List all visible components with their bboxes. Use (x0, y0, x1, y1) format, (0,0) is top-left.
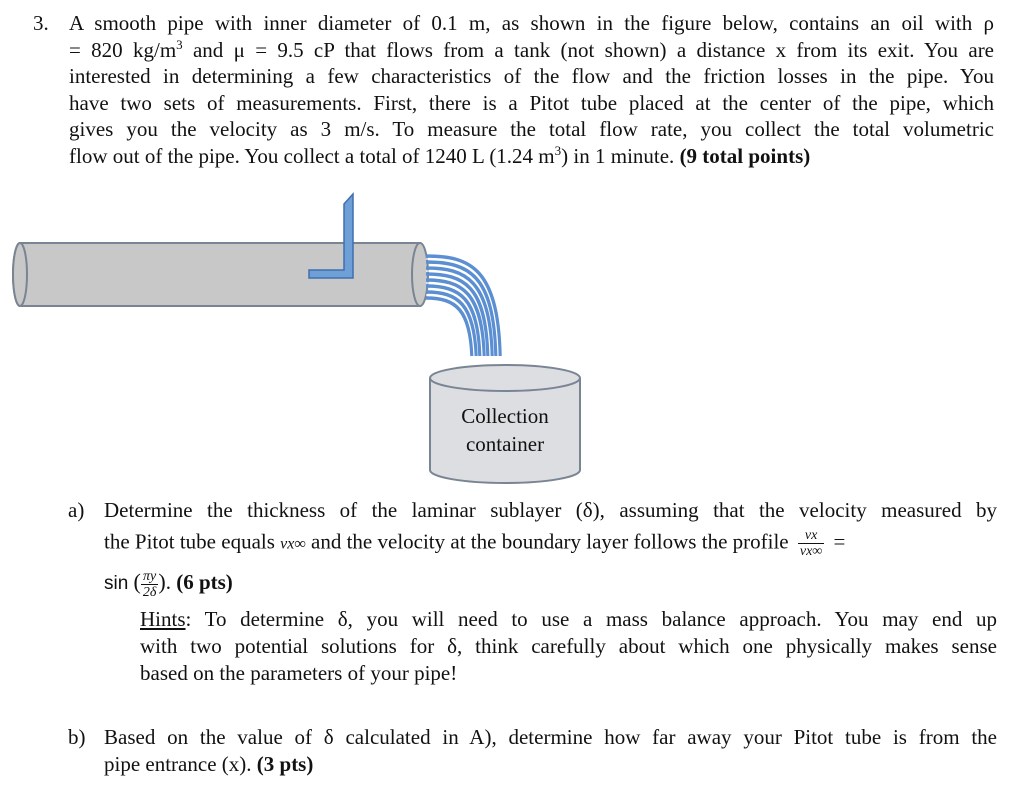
question-number: 3. (33, 11, 49, 35)
part-b-line-1: Based on the value of δ calculated in A), determine how far away your Pitot tube is from the (104, 725, 997, 749)
part-b-line-2 (104, 751, 313, 778)
part-a-label: a) (68, 498, 85, 522)
part-a-line-3: sin ( $\frac{\pi y}{2\delta}$ ). (6 pts) (104, 568, 233, 600)
question-line-5: gives you the velocity as 3 m/s. To measure the total flow rate, you collect the total volumetric (69, 117, 994, 141)
part-b-points: (3 pts) (256, 752, 314, 776)
velocity-ratio (798, 528, 824, 559)
density-value: = 820 kg/m (69, 37, 177, 62)
ratio-denominator: vx∞ (799, 544, 823, 559)
sin-function: sin (104, 573, 129, 594)
pipe-exit-end (412, 243, 428, 306)
flow-text-end: ) in 1 minute. (561, 143, 675, 168)
question-line-6 (69, 143, 994, 170)
viscosity-text: and μ = 9.5 cP that flows from a tank (not shown) a distance x from its exit. You are (192, 37, 995, 62)
part-a-points: (6 pts) (176, 570, 233, 594)
part-a-line-2 (104, 528, 997, 559)
container-label-line-2: container (465, 432, 545, 456)
hints (140, 606, 997, 687)
hints-label: Hints (140, 607, 186, 631)
hints-text: : To determine δ, you will need to use a mass balance approach. You may end up (185, 607, 997, 631)
v-infinity: vx∞ (280, 535, 306, 553)
part-b-label: b) (68, 725, 86, 749)
pitot-text: the Pitot tube equals (104, 529, 275, 554)
profile-text: and the velocity at the boundary layer follows the profile (311, 529, 789, 554)
hint-line-2: with two potential solutions for δ, think carefully about which one physically makes sense (140, 634, 997, 658)
part-b-text: pipe entrance (x). (104, 752, 252, 776)
hint-line-3: based on the parameters of your pipe! (140, 661, 458, 685)
ratio-numerator: vx (798, 528, 824, 544)
container-label (430, 402, 580, 458)
hint-line-1 (140, 606, 997, 633)
superscript: 3 (176, 36, 183, 52)
container-top (430, 365, 580, 391)
arg-denominator: 2δ (142, 584, 157, 600)
question-line-3: interested in determining a few characteristics of the flow and the friction losses in the pipe. You (69, 64, 994, 88)
pipe-inlet-end (13, 243, 27, 306)
flow-text: flow out of the pipe. You collect a total of 1240 L (1.24 m (69, 143, 555, 168)
total-points: (9 total points) (679, 143, 811, 168)
question-line-2 (69, 37, 994, 64)
question-text (69, 10, 994, 169)
question-line-4: have two sets of measurements. First, there is a Pitot tube placed at the center of the pipe, which (69, 90, 994, 115)
sin-argument (141, 569, 159, 600)
part-a-line-1: Determine the thickness of the laminar sublayer (δ), assuming that the velocity measured by (104, 498, 997, 522)
container-label-line-1: Collection (461, 404, 549, 428)
equals-sign: = (833, 529, 846, 554)
question-line-1: A smooth pipe with inner diameter of 0.1 m, as shown in the figure below, contains an oil with ρ (69, 11, 994, 35)
arg-numerator: πy (141, 569, 159, 585)
pipe-body (13, 243, 420, 306)
superscript: 3 (554, 142, 562, 158)
